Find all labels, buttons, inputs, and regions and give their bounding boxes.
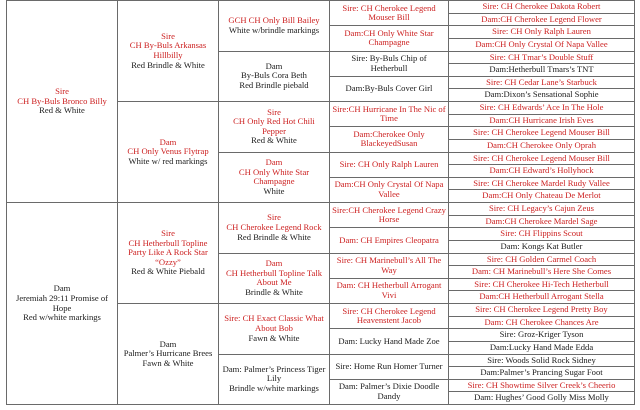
gen2-sd-label: Dam xyxy=(159,136,177,147)
gen4-name-11: CH Marinebull’s All The Way xyxy=(355,255,442,275)
gen4-name-3: By-Buls Chip of Hetherbull xyxy=(369,53,427,73)
gen4-name-5: CH Hurricane In The Nic of Time xyxy=(348,103,446,124)
gen5-name-12: CH Cherokee Only Oprah xyxy=(506,139,597,150)
gen5-cell-28 xyxy=(449,341,635,354)
gen5-name-2: CH Cherokee Legend Flower xyxy=(500,13,602,24)
gen4-cell-10 xyxy=(330,228,449,253)
gen5-cell-31 xyxy=(449,379,635,392)
gen5-name-30: Palmer’s Prancing Sugar Foot xyxy=(499,367,603,378)
gen3-dsd-cell xyxy=(219,253,330,304)
gen5-name-15: CH Cherokee Mardel Rudy Vallee xyxy=(491,177,610,188)
gen5-cell-12 xyxy=(449,139,635,152)
gen5-name-27: Groz-Kriger Tyson xyxy=(518,329,584,340)
gen5-label-4: Dam: xyxy=(475,38,495,49)
gen4-label-13: Sire: xyxy=(342,305,359,316)
gen5-cell-25 xyxy=(449,304,635,317)
gen3-sds-name: CH Only Red Hot Chili Pepper xyxy=(233,116,315,136)
gen1-sire-label: Sire xyxy=(55,86,69,97)
gen5-label-18: Dam: xyxy=(485,215,505,226)
gen5-name-11: CH Cherokee Legend Mouser Bill xyxy=(491,127,610,138)
gen3-dds-color: Fawn & White xyxy=(248,332,300,343)
gen5-label-1: Sire: xyxy=(482,1,499,12)
gen3-sds-label: Sire xyxy=(267,106,281,117)
gen4-cell-5 xyxy=(330,102,449,127)
gen5-label-30: Dam: xyxy=(480,367,500,378)
gen2-dd-color: Fawn & White xyxy=(142,357,194,368)
gen5-label-8: Dam: xyxy=(484,89,504,100)
gen4-name-12: CH Hetherbull Arrogant Vivi xyxy=(357,280,442,300)
pedigree-table xyxy=(6,0,635,405)
gen4-name-9: CH Cherokee Legend Crazy Horse xyxy=(348,204,446,225)
gen4-label-11: Sire: xyxy=(336,255,354,266)
gen4-label-2: Dam: xyxy=(344,27,364,38)
gen5-label-3: Sire: xyxy=(492,26,509,37)
gen5-cell-6 xyxy=(449,64,635,77)
gen2-ds-name: CH Hetherbull Topline Party Like A Rock Star “Ozzy” xyxy=(128,237,208,267)
gen3-dsd-name: CH Hetherbull Topline Talk About Me xyxy=(225,267,323,288)
gen4-name-7: CH Only Ralph Lauren xyxy=(357,158,439,169)
gen3-sdd-name: CH Only White Star Champagne xyxy=(238,166,310,187)
gen4-cell-12 xyxy=(330,278,449,303)
gen5-label-16: Dam: xyxy=(482,190,502,201)
gen3-ssd-color: Red Brindle piebald xyxy=(239,80,309,91)
gen4-cell-1 xyxy=(330,1,449,26)
gen5-label-2: Dam: xyxy=(481,13,501,24)
gen5-name-32: Hughes’ Good Golly Miss Molly xyxy=(495,392,609,403)
gen5-cell-10 xyxy=(449,114,635,127)
gen5-cell-20 xyxy=(449,240,635,253)
gen5-cell-27 xyxy=(449,329,635,342)
gen4-cell-9 xyxy=(330,203,449,228)
gen3-dss-label: Sire xyxy=(267,212,281,223)
gen5-label-19: Sire: xyxy=(500,228,517,239)
gen5-name-10: CH Hurricane Irish Eves xyxy=(508,114,594,125)
gen1-sire-color: Red & White xyxy=(39,105,85,116)
gen5-cell-5 xyxy=(449,51,635,64)
gen4-label-12: Dam: xyxy=(336,280,356,291)
gen3-ssd-cell xyxy=(219,51,330,102)
gen4-cell-2 xyxy=(330,26,449,51)
gen4-label-6: Dam: xyxy=(353,128,373,139)
gen4-name-8: CH Only Crystal Of Napa Vallee xyxy=(353,179,444,199)
gen5-cell-26 xyxy=(449,316,635,329)
gen5-label-32: Dam: xyxy=(474,392,494,403)
gen2-ss-label: Sire xyxy=(161,30,175,41)
gen3-dds-label: Sire: xyxy=(224,313,241,324)
gen2-ds-label: Sire xyxy=(161,228,175,239)
gen5-label-11: Sire: xyxy=(473,127,490,138)
gen4-name-15: Home Run Homer Turner xyxy=(353,360,443,371)
gen5-name-16: CH Only Chateau De Merlot xyxy=(501,190,601,201)
gen5-cell-8 xyxy=(449,89,635,102)
gen5-cell-23 xyxy=(449,278,635,291)
gen3-dsd-color: Brindle & White xyxy=(245,286,303,297)
gen5-label-15: Sire: xyxy=(473,177,490,188)
gen4-label-5: Sire: xyxy=(332,103,349,114)
gen5-cell-1 xyxy=(449,1,635,14)
gen5-name-4: CH Only Crystal Of Napa Vallee xyxy=(494,38,608,49)
gen5-name-28: Lucky Hand Made Edda xyxy=(508,341,594,352)
gen3-sss-color: White w/brindle markings xyxy=(228,24,320,35)
gen3-dsd-label: Dam xyxy=(265,258,283,269)
gen5-name-5: CH Tmar’s Double Stuff xyxy=(508,51,594,62)
gen5-label-24: Dam: xyxy=(479,291,499,302)
gen5-name-3: CH Only Ralph Lauren xyxy=(510,26,591,37)
gen5-cell-30 xyxy=(449,367,635,380)
gen5-cell-18 xyxy=(449,215,635,228)
gen3-sds-color: Red & White xyxy=(251,135,297,146)
gen5-name-18: CH Cherokee Mardel Sage xyxy=(504,215,598,226)
gen4-cell-3 xyxy=(330,51,449,76)
gen2-ds-cell xyxy=(118,203,219,304)
gen3-ddd-color: Brindle w/white markings xyxy=(229,383,319,394)
gen5-cell-9 xyxy=(449,102,635,115)
gen4-label-8: Dam: xyxy=(334,179,354,190)
gen5-label-9: Sire: xyxy=(479,102,496,113)
gen5-label-6: Dam: xyxy=(489,64,509,75)
gen3-sds-cell xyxy=(219,102,330,153)
gen3-dds-name: CH Exact Classic What About Bob xyxy=(242,313,324,333)
gen5-label-25: Sire: xyxy=(475,304,492,315)
gen5-label-22: Dam: xyxy=(471,266,491,277)
gen5-label-27: Sire: xyxy=(499,329,516,340)
gen2-dd-cell xyxy=(118,304,219,405)
gen5-name-29: Woods Solid Rock Sidney xyxy=(505,354,596,365)
gen5-label-28: Dam: xyxy=(489,341,509,352)
gen5-cell-2 xyxy=(449,13,635,26)
gen4-name-4: By-Buls Cover Girl xyxy=(364,83,433,94)
gen4-label-15: Sire: xyxy=(335,360,352,371)
gen4-cell-13 xyxy=(330,304,449,329)
gen4-cell-7 xyxy=(330,152,449,177)
gen5-name-8: Dixon’s Sensational Sophie xyxy=(503,89,599,100)
gen2-sd-name: CH Only Venus Flytrap xyxy=(127,146,209,157)
gen5-name-7: CH Cedar Lane’s Starbuck xyxy=(504,76,597,87)
gen1-dam-cell xyxy=(7,203,118,405)
gen4-cell-4 xyxy=(330,76,449,101)
gen5-label-26: Dam: xyxy=(484,316,504,327)
gen5-cell-3 xyxy=(449,26,635,39)
gen5-name-9: CH Edwards’ Ace In The Hole xyxy=(497,102,604,113)
gen5-cell-11 xyxy=(449,127,635,140)
gen5-name-21: CH Golden Carmel Coach xyxy=(505,253,597,264)
gen5-cell-29 xyxy=(449,354,635,367)
gen4-label-10: Dam: xyxy=(339,234,359,245)
gen4-label-7: Sire: xyxy=(339,158,356,169)
gen4-label-4: Dam: xyxy=(345,83,365,94)
gen5-cell-13 xyxy=(449,152,635,165)
gen2-ss-color: Red Brindle & White xyxy=(131,59,205,70)
gen5-name-13: CH Cherokee Legend Mouser Bill xyxy=(491,152,610,163)
gen5-label-14: Dam: xyxy=(489,165,509,176)
gen5-cell-21 xyxy=(449,253,635,266)
gen5-label-7: Sire: xyxy=(486,76,503,87)
gen5-name-17: CH Legacy’s Cajun Zeus xyxy=(507,203,595,214)
gen3-dss-name: CH Cherokee Legend Rock xyxy=(226,221,322,232)
gen4-cell-16 xyxy=(330,379,449,404)
gen5-label-29: Sire: xyxy=(487,354,504,365)
gen2-sd-cell xyxy=(118,102,219,203)
gen2-ss-cell xyxy=(118,1,219,102)
gen5-cell-32 xyxy=(449,392,635,405)
gen3-sss-name: GCH CH Only Bill Bailey xyxy=(228,15,320,26)
gen2-sd-color: White w/ red markings xyxy=(128,155,208,166)
gen1-dam-name: Jeremiah 29:11 Promise of Hope xyxy=(15,292,109,313)
gen4-cell-6 xyxy=(330,127,449,152)
gen5-cell-24 xyxy=(449,291,635,304)
gen4-cell-15 xyxy=(330,354,449,379)
gen5-name-19: CH Flippins Scout xyxy=(518,228,583,239)
gen5-name-22: CH Marinebull’s Here She Comes xyxy=(493,266,612,277)
gen5-label-13: Sire: xyxy=(473,152,490,163)
gen4-label-1: Sire: xyxy=(342,2,359,13)
gen4-name-2: CH Only White Star Champagne xyxy=(363,27,434,48)
gen1-sire-cell xyxy=(7,1,118,203)
gen4-label-3: Sire: xyxy=(351,53,368,64)
gen2-ds-color: Red & White Piebald xyxy=(131,266,205,277)
gen3-ddd-name: Palmer’s Princess Tiger Lily xyxy=(243,363,326,384)
gen5-cell-22 xyxy=(449,266,635,279)
gen5-cell-14 xyxy=(449,165,635,178)
pedigree-chart xyxy=(6,0,634,405)
gen2-ss-name: CH By-Buls Arkansas Hillbilly xyxy=(129,40,207,60)
gen4-cell-11 xyxy=(330,253,449,278)
gen3-dss-cell xyxy=(219,203,330,254)
gen5-name-1: CH Cherokee Dakota Robert xyxy=(500,1,601,12)
gen1-dam-color: Red w/white markings xyxy=(23,312,101,323)
gen4-name-16: Palmer’s Dixie Doodle Dandy xyxy=(360,381,440,401)
gen3-ddd-label: Dam: xyxy=(222,363,242,374)
gen4-label-9: Sire: xyxy=(332,204,349,215)
gen5-name-24: CH Hetherbull Arrogant Stella xyxy=(498,291,604,302)
gen5-name-6: Hetherbull Tmars’s TNT xyxy=(508,64,594,75)
gen5-label-5: Sire: xyxy=(489,51,506,62)
gen5-label-23: Sire: xyxy=(474,278,491,289)
gen5-label-17: Sire: xyxy=(488,203,506,214)
gen3-ssd-label: Dam xyxy=(265,60,283,71)
gen5-name-14: CH Edward’s Hollyhock xyxy=(508,165,594,176)
gen4-label-16: Dam: xyxy=(338,381,358,392)
gen4-name-14: Lucky Hand Made Zoe xyxy=(359,335,440,346)
gen5-label-20: Dam: xyxy=(500,240,520,251)
gen3-sss-cell xyxy=(219,1,330,52)
gen5-label-10: Dam: xyxy=(489,114,509,125)
gen5-cell-16 xyxy=(449,190,635,203)
gen4-cell-14 xyxy=(330,329,449,354)
gen2-dd-label: Dam xyxy=(159,338,177,349)
gen3-sdd-label: Dam xyxy=(265,157,283,168)
gen5-cell-7 xyxy=(449,76,635,89)
gen4-name-10: CH Empires Cleopatra xyxy=(360,234,439,245)
gen4-name-13: CH Cherokee Legend Heavenstent Jacob xyxy=(356,305,436,326)
gen3-ssd-name: By-Buls Cora Beth xyxy=(241,70,307,81)
gen5-cell-19 xyxy=(449,228,635,241)
gen5-name-26: CH Cherokee Chances Are xyxy=(505,316,599,327)
gen5-name-31: CH Showtime Silver Creek’s Cheerio xyxy=(486,379,616,390)
gen5-label-12: Dam: xyxy=(486,139,507,150)
gen4-name-1: CH Cherokee Legend Mouser Bill xyxy=(360,2,436,23)
gen5-cell-15 xyxy=(449,177,635,190)
gen4-label-14: Dam: xyxy=(338,335,358,346)
gen5-label-31: Sire: xyxy=(467,379,484,390)
gen3-sdd-color: White xyxy=(263,185,285,196)
gen5-label-21: Sire: xyxy=(486,253,504,264)
gen5-cell-17 xyxy=(449,203,635,216)
gen5-name-25: CH Cherokee Legend Pretty Boy xyxy=(493,304,608,315)
gen3-dds-cell xyxy=(219,304,330,355)
gen5-cell-4 xyxy=(449,38,635,51)
gen3-dss-color: Red Brindle & White xyxy=(237,231,311,242)
gen1-dam-label: Dam xyxy=(53,283,71,294)
gen1-sire-name: CH By-Buls Bronco Billy xyxy=(17,95,107,106)
gen5-name-20: Kongs Kat Butler xyxy=(521,240,583,251)
gen2-dd-name: Palmer’s Hurricane Brees xyxy=(123,348,213,359)
gen5-name-23: CH Cherokee Hi-Tech Hetherbull xyxy=(492,278,609,289)
gen3-sdd-cell xyxy=(219,152,330,203)
gen3-ddd-cell xyxy=(219,354,330,405)
gen4-name-6: Cherokee Only BlackeyedSusan xyxy=(360,128,425,149)
gen4-cell-8 xyxy=(330,177,449,202)
